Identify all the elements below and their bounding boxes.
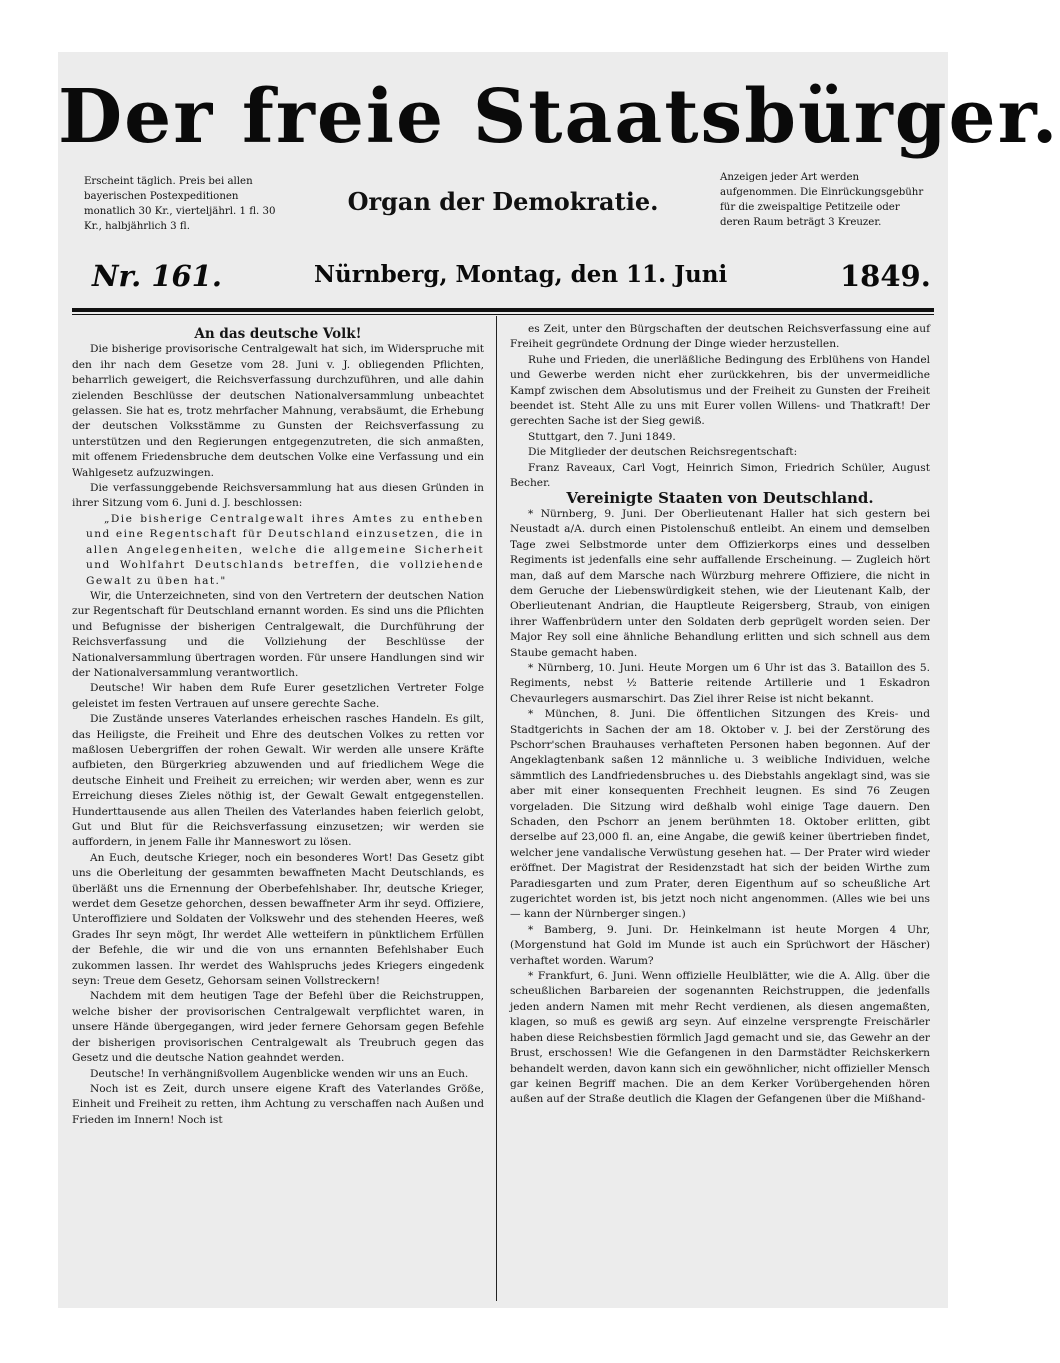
place-date: Nürnberg, Montag, den 11. Juni <box>314 261 728 288</box>
article-paragraph: Die bisherige provisorische Centralgewalt hat sich, im Widerspruche mit den ihr nach dem Gesetze vom 28. Juni v. J. obliegenden Pflichten, beharrlich geweigert, die Reichsverfassung durchzuführen, und alle dahin zielenden Beschlüsse der deutschen Nationalversammlung unbeachtet gelassen. Sie hat es, trotz mehrfacher Mahnung, verabsäumt, die Erhebung der deutschen Volksstämme zu Gunsten der Reichsverfassung zu unterstützen und den Regierungen entgegenzutreten, die sich anmaßten, mit offenem Friedensbruche dem deutschen Volke eine Verfassung und ein Wahlgesetz aufzuzwingen. <box>72 343 484 479</box>
left-column <box>72 327 484 1128</box>
signature-date: Stuttgart, den 7. Juni 1849. <box>528 430 676 443</box>
article-heading: An das deutsche Volk! <box>194 326 362 342</box>
dateline <box>58 259 948 299</box>
section-heading: Vereinigte Staaten von Deutschland. <box>566 489 874 508</box>
news-item: * Frankfurt, 6. Juni. Wenn offizielle Heulblätter, wie die A. Allg. über die scheußlichen Barbareien der sogenannten Reichstruppen, die jedenfalls jeden andern Namen mit mehr Recht verdienen, als diesen angemaßten, klagen, so muß es gewiß arg seyn. Auf einzelne versprengte Freischärler haben diese Reichsbestien förmlich Jagd gemacht und sie, das Gewehr an der Brust, erschossen! Wie die Gefangenen in den Darmstädter Reichskerkern behandelt werden, davon kann sich ein gewöhnlicher, nicht offizieller Mensch gar keinen Begriff machen. Die an dem Kerker Vorübergehenden hören außen auf der Straße deutlich die Klagen der Gefangenen über die Mißhand- <box>510 970 930 1106</box>
masthead-title: Der freie Staatsbürger. <box>58 74 1060 160</box>
article-paragraph: Die Zustände unseres Vaterlandes erheischen rasches Handeln. Es gilt, das Heiligste, die Freiheit und Ehre des deutschen Volkes zu retten vor maßlosen Uebergriffen der rohen Gewalt. Wir werden alle unsere Kräfte aufbieten, den Bürgerkrieg abzuwenden und auf friedlichem Wege die deutsche Einheit und Freiheit zu erreichen; wir werden aber, wenn es zur Erreichung dieses Zieles nöthig ist, der Gewalt Gewalt entgegenstellen. Hunderttausende aus allen Theilen des Vaterlandes haben feierlich gelobt, Gut und Blut für die Reichsverfassung einzusetzen; wir werden sie auffordern, in jenem Falle ihr Manneswort zu lösen. <box>72 713 484 849</box>
article-paragraph: es Zeit, unter den Bürgschaften der deutschen Reichsverfassung eine auf Freiheit gegründete Ordnung der Dinge wieder herzustellen. <box>510 323 930 351</box>
article-paragraph: Deutsche! In verhängnißvollem Augenblicke wenden wir uns an Euch. <box>90 1067 469 1080</box>
news-item: * München, 8. Juni. Die öffentlichen Sitzungen des Kreis- und Stadtgerichts in Sachen der am 18. Oktober v. J. bei der Zerstörung des Pschorr'schen Brauhauses verhafteten Personen haben begonnen. Auf der Angeklagtenbank saßen 12 männliche u. 3 weibliche Individuen, welche sämmtlich des Landfriedensbruches u. des Diebstahls angeklagt sind, was sie aber mit einer konsequenten Frechheit leugnen. Es sind 76 Zeugen vorgeladen. Die Sitzung wird deßhalb wohl einige Tage dauern. Den Schaden, den Pschorr an jenem berühmten 18. Oktober erlitten, gibt derselbe auf 23,000 fl. an, eine Angabe, die gewiß keiner übertrieben findet, welcher jene vandalische Verwüstung gesehen hat. — Der Prater wird wieder eröffnet. Der Magistrat der Residenzstadt hat sich der beiden Wirthe zum Paradiesgarten und zum Prater, deren Eigenthum auf so scheußliche Art zugerichtet worden ist, bis jetzt noch nicht angenommen. (Alles wie bei uns — kann der Nürnberger singen.) <box>510 708 930 921</box>
signatories: Franz Raveaux, Carl Vogt, Heinrich Simon, Friedrich Schüler, August Becher. <box>510 461 930 490</box>
subscription-info: Erscheint täglich. Preis bei allen bayerischen Postexpeditionen monatlich 30 Kr., vierteljährl. 1 fl. 30 Kr., halbjährlich 3 fl. <box>84 176 276 232</box>
article-paragraph: Nachdem mit dem heutigen Tage der Befehl über die Reichstruppen, welche bisher der provisorischen Centralgewalt verpflichtet waren, in unsere Hände übergegangen, wird jeder fernere Gehorsam gegen Befehle der bisherigen provisorischen Centralgewalt als Treubruch gegen das Gesetz und die deutsche Nation geahndet werden. <box>72 990 484 1065</box>
signature-intro: Die Mitglieder der deutschen Reichsregentschaft: <box>528 446 798 459</box>
article-paragraph: Die verfassunggebende Reichsversammlung hat aus diesen Gründen in ihrer Sitzung vom 6. Juni d. J. beschlossen: <box>72 482 484 510</box>
news-item: * Bamberg, 9. Juni. Dr. Heinkelmann ist heute Morgen 4 Uhr, (Morgenstund hat Gold im Munde ist auch ein Sprüchwort der Häscher) verhaftet worden. Warum? <box>510 923 930 967</box>
masthead-subtitle: Organ der Demokratie. <box>347 187 659 216</box>
article-paragraph: Deutsche! Wir haben dem Rufe Eurer gesetzlichen Vertreter Folge geleistet im festen Vertrauen auf unsere gerechte Sache. <box>72 682 484 710</box>
issue-year: 1849. <box>840 259 931 293</box>
resolution-quote: „Die bisherige Centralgewalt ihres Amtes zu entheben und eine Regentschaft für Deutschland einzusetzen, die in allen Angelegenheiten, welche die allgemeine Sicherheit und Wohlfahrt Deutschlands betreffen, die vollziehende Gewalt zu üben hat." <box>86 512 484 587</box>
article-paragraph: Noch ist es Zeit, durch unsere eigene Kraft des Vaterlandes Größe, Einheit und Freiheit zu retten, ihm Achtung zu verschaffen nach Außen und Frieden im Innern! Noch ist <box>72 1082 484 1126</box>
article-paragraph: Wir, die Unterzeichneten, sind von den Vertretern der deutschen Nation zur Regentschaft für Deutschland ernannt worden. Es sind uns die Pflichten und Befugnisse der bisherigen Centralgewalt, die Durchführung der Reichsverfassung und die Vollziehung der Beschlüsse der Nationalversammlung übertragen worden. Für unsere Handlungen sind wir der Nationalversammlung verantwortlich. <box>72 589 484 679</box>
column-divider <box>496 316 497 1301</box>
advertising-info: Anzeigen jeder Art werden aufgenommen. Die Einrückungsgebühr für die zweispaltige Petitzeile oder deren Raum beträgt 3 Kreuzer. <box>720 172 924 228</box>
newspaper-page <box>58 52 1060 1308</box>
news-item: * Nürnberg, 9. Juni. Der Oberlieutenant Haller hat sich gestern bei Neustadt a/A. durch einen Pistolenschuß entleibt. An einem und demselben Tage zwei Selbstmorde unter dem Offizierkorps eines und desselben Regiments ist jedenfalls eine sehr auffallende Erscheinung. — Zugleich hört man, daß auf dem Marsche nach Würzburg mehrere Offiziere, die nicht in dem Geruche der Liebenswürdigkeit stehen, wie der Lieutenant Kalb, der Oberlieutenant Andrian, die Hauptleute Reigersberg, Straub, von einigen ihrer Waffenbrüdern unter den Soldaten derb geprügelt worden seien. Der Major Rey soll eine ähnliche Behandlung erlitten und sich schnell aus dem Staube gemacht haben. <box>510 507 930 659</box>
article-paragraph: Ruhe und Frieden, die unerläßliche Bedingung des Erblühens von Handel und Gewerbe werden nicht eher zurückkehren, bis der unvermeidliche Kampf zwischen dem Absolutismus und der Freiheit zu Gunsten der Freiheit beendet ist. Steht Alle zu uns mit Eurer vollen Willens- und Thatkraft! Der gerechten Sache ist der Sieg gewiß. <box>510 353 930 428</box>
header-rule-thick <box>72 308 934 312</box>
right-column <box>510 322 930 1108</box>
header-rule-thin <box>72 314 934 315</box>
news-item: * Nürnberg, 10. Juni. Heute Morgen um 6 Uhr ist das 3. Bataillon des 5. Regiments, nebst ½ Batterie reitende Artillerie und 1 Eskadron Chevaurlegers ausmarschirt. Das Ziel ihrer Reise ist nicht bekannt. <box>510 661 930 705</box>
article-paragraph: An Euch, deutsche Krieger, noch ein besonderes Wort! Das Gesetz gibt uns die Oberleitung der gesammten bewaffneten Macht Deutschlands, es überläßt uns die Ernennung der Oberbefehlshaber. Ihr, deutsche Krieger, werdet dem Gesetze gehorchen, dessen bewaffneter Arm ihr seyd. Offiziere, Unteroffiziere und Soldaten der Volkswehr und des stehenden Heeres, weß Grades Ihr seyn mögt, Ihr werdet Alle wetteifern in pünktlichem Erfüllen der Befehle, die wir und die von uns ernannten Befehlshaber Euch zukommen lassen. Ihr werdet des Wahlspruchs jedes Kriegers eingedenk seyn: Treue dem Gesetz, Gehorsam seinen Vollstreckern! <box>72 851 484 988</box>
issue-number: Nr. 161. <box>92 259 222 293</box>
